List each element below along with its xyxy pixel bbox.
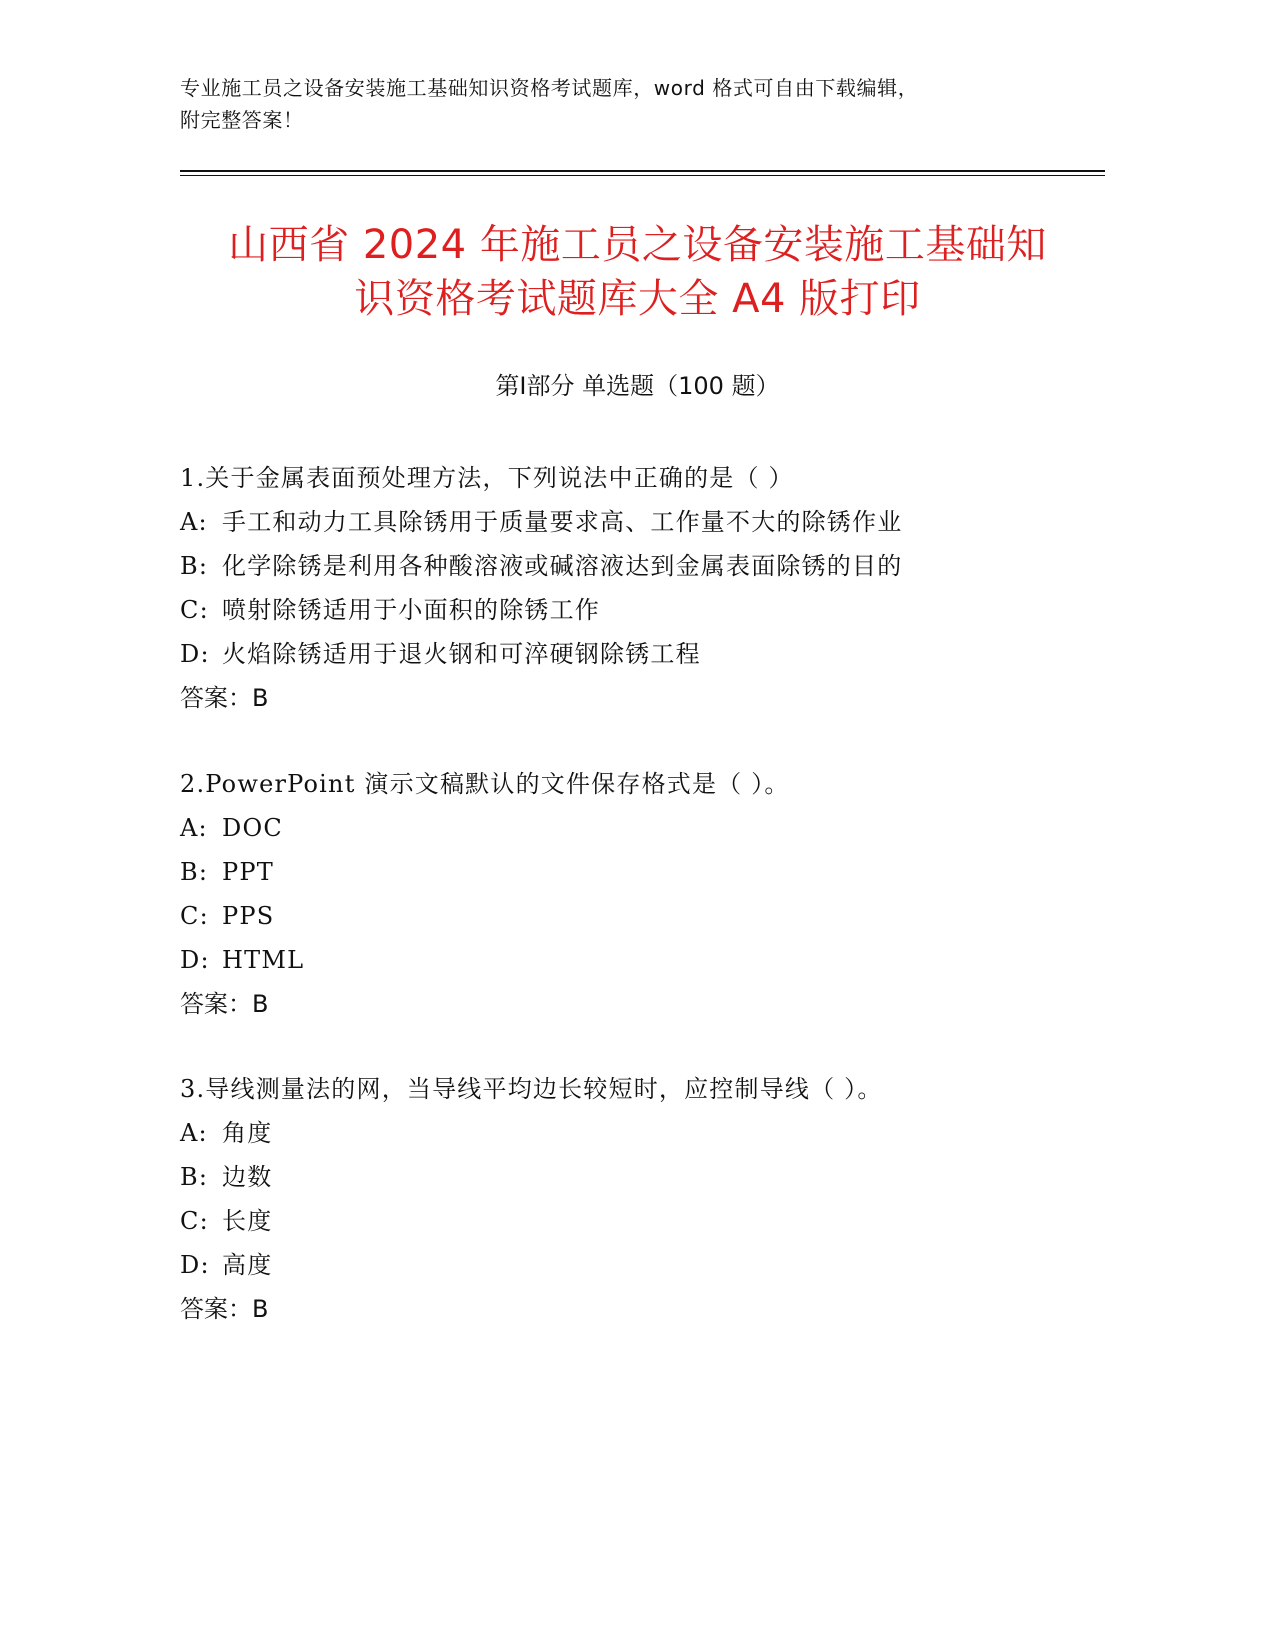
option-letter: D: bbox=[180, 946, 210, 974]
option-letter: D: bbox=[180, 1251, 210, 1279]
option-text: 边数 bbox=[222, 1163, 273, 1191]
header-note bbox=[180, 72, 1110, 136]
option-b bbox=[180, 544, 1110, 588]
option-text: 手工和动力工具除锈用于质量要求高、工作量不大的除锈作业 bbox=[222, 508, 903, 536]
section-title: 第Ⅰ部分 单选题（100 题） bbox=[495, 372, 780, 400]
question-stem: 2.PowerPoint 演示文稿默认的文件保存格式是（ ）。 bbox=[180, 770, 790, 798]
option-text: 火焰除锈适用于退火钢和可淬硬钢除锈工程 bbox=[222, 640, 701, 668]
header-divider-thin bbox=[180, 175, 1105, 176]
option-text: DOC bbox=[222, 814, 283, 842]
option-text: HTML bbox=[222, 946, 305, 974]
question-stem: 3.导线测量法的网，当导线平均边长较短时，应控制导线（ ）。 bbox=[180, 1075, 883, 1103]
option-d bbox=[180, 632, 1110, 676]
option-a bbox=[180, 806, 1110, 850]
option-a bbox=[180, 1111, 1110, 1155]
option-c bbox=[180, 1199, 1110, 1243]
option-text: 化学除锈是利用各种酸溶液或碱溶液达到金属表面除锈的目的 bbox=[222, 552, 903, 580]
question-2 bbox=[180, 762, 1110, 1026]
header-note-line-2: 附完整答案！ bbox=[180, 108, 304, 132]
answer-line: 答案：B bbox=[180, 1295, 269, 1323]
option-text: PPS bbox=[222, 902, 275, 930]
option-letter: D: bbox=[180, 640, 210, 668]
document-title-line-2: 识资格考试题库大全 A4 版打印 bbox=[354, 276, 921, 322]
header-divider-thick bbox=[180, 170, 1105, 172]
option-b bbox=[180, 850, 1110, 894]
option-c bbox=[180, 588, 1110, 632]
option-letter: A: bbox=[180, 508, 208, 536]
option-b bbox=[180, 1155, 1110, 1199]
option-letter: C: bbox=[180, 902, 209, 930]
header-note-line-1: 专业施工员之设备安装施工基础知识资格考试题库，word 格式可自由下载编辑， bbox=[180, 76, 919, 100]
option-text: 角度 bbox=[222, 1119, 273, 1147]
option-a bbox=[180, 500, 1110, 544]
option-d bbox=[180, 1243, 1110, 1287]
option-letter: B: bbox=[180, 1163, 209, 1191]
question-stem: 1.关于金属表面预处理方法，下列说法中正确的是（ ） bbox=[180, 464, 794, 492]
option-letter: A: bbox=[180, 1119, 208, 1147]
question-3 bbox=[180, 1067, 1110, 1331]
option-letter: C: bbox=[180, 596, 209, 624]
question-1 bbox=[180, 456, 1110, 720]
answer-line: 答案：B bbox=[180, 684, 269, 712]
option-text: 高度 bbox=[222, 1251, 273, 1279]
option-letter: A: bbox=[180, 814, 208, 842]
option-d bbox=[180, 938, 1110, 982]
option-letter: B: bbox=[180, 552, 209, 580]
option-text: 喷射除锈适用于小面积的除锈工作 bbox=[222, 596, 600, 624]
option-text: 长度 bbox=[222, 1207, 273, 1235]
document-title bbox=[140, 218, 1135, 326]
document-title-line-1: 山西省 2024 年施工员之设备安装施工基础知 bbox=[228, 222, 1047, 268]
option-letter: C: bbox=[180, 1207, 209, 1235]
answer-line: 答案：B bbox=[180, 990, 269, 1018]
option-c bbox=[180, 894, 1110, 938]
option-letter: B: bbox=[180, 858, 209, 886]
option-text: PPT bbox=[222, 858, 274, 886]
